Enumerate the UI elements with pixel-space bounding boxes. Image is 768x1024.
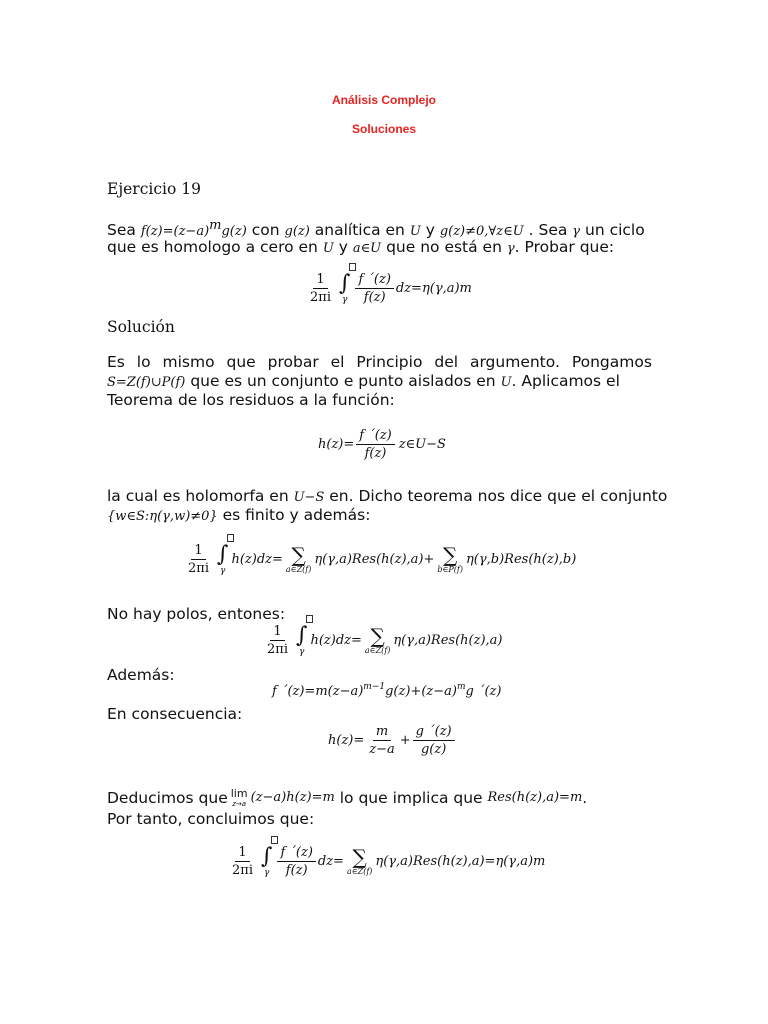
solution-paragraph-line-1: Es lo mismo que probar el Principio del argumento. Pongamos <box>107 353 652 371</box>
no-poles-text: No hay polos, entones: <box>107 605 286 623</box>
paragraph-2-line-2: {w∈S:η(γ,w)≠0} es finito y además: <box>107 506 371 524</box>
equation-3: $\frac{1}{2\pi i}$ ∫ γ h(z)dz= ∑ a∈Z(f) η(γ,a)Res(h(z),a)+ ∑ b∈P(f) η(γ,b)Res(h(z),b) <box>183 543 576 576</box>
statement-line-2: que es homologo a cero en U y a∈U que no está en γ. Probar que: <box>107 238 615 256</box>
consecuencia-text: En consecuencia: <box>107 705 243 723</box>
exercise-heading: Ejercicio 19 <box>107 180 201 198</box>
equation-1: $\frac{1}{2\pi i}$ ∫ γ $\frac{f ´(z)}{f(z)}$ dz=η(γ,a)m <box>305 272 472 305</box>
equation-2: h(z)= $\frac{f ´(z)}{f(z)}$ z∈U−S <box>318 428 446 461</box>
solution-heading: Solución <box>107 318 175 336</box>
equation-6: h(z)= $\frac{m}{z-a}$ + $\frac{g ´(z)}{g(z)}$ <box>328 724 457 757</box>
solution-paragraph-line-3: Teorema de los residuos a la función: <box>107 391 395 409</box>
solution-paragraph-line-2: S=Z(f)∪P(f) que es un conjunto e punto aislados en U. Aplicamos el <box>107 372 620 390</box>
por-tanto-text: Por tanto, concluimos que: <box>107 810 315 828</box>
ademas-text: Además: <box>107 666 175 684</box>
equation-7: $\frac{1}{2\pi i}$ ∫ γ $\frac{f ´(z)}{f(z)}$ dz= ∑ a∈Z(f) η(γ,a)Res(h(z),a)=η(γ,a)m <box>227 845 545 878</box>
equation-5: f ´(z)=m(z−a) $^{m-1}$ g(z)+(z−a) $^m$ g ´(z) <box>272 681 502 699</box>
deducimos-line: Deducimos que lim z→a (z−a)h(z)=m lo que implica que Res(h(z),a)=m . <box>107 787 588 808</box>
document-subtitle: Soluciones <box>351 122 416 136</box>
document-title: Análisis Complejo <box>331 93 437 107</box>
statement-line-1: Sea $f(z)=(z-a)^mg(z)$ con g(z) analítica en U y g(z)≠0,∀z∈U . Sea γ un ciclo <box>107 218 645 240</box>
equation-4: $\frac{1}{2\pi i}$ ∫ γ h(z)dz= ∑ a∈Z(f) η(γ,a)Res(h(z),a) <box>262 624 502 657</box>
paragraph-2-line-1: la cual es holomorfa en U−S en. Dicho teorema nos dice que el conjunto <box>107 487 668 505</box>
